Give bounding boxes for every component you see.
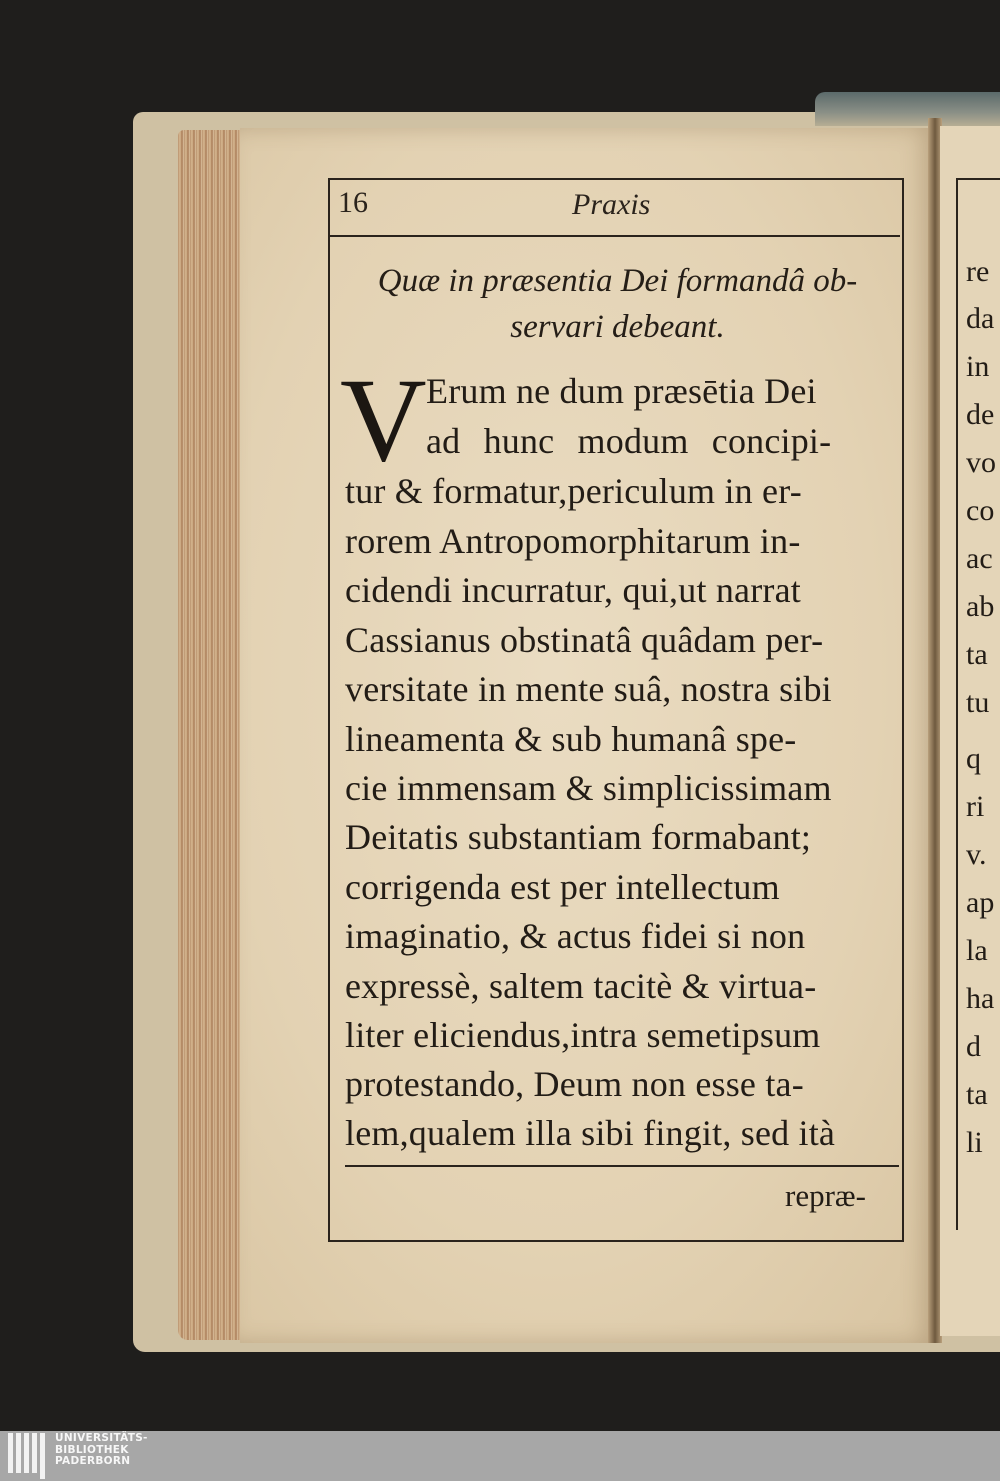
library-logo-icon xyxy=(6,1433,50,1479)
page-number: 16 xyxy=(338,186,368,219)
header-rule xyxy=(330,235,900,237)
facing-fragment: ri xyxy=(966,790,985,823)
facing-fragment: in xyxy=(966,350,990,383)
facing-fragment: q xyxy=(966,742,981,775)
catchword: repræ- xyxy=(785,1178,866,1213)
facing-fragment: ha xyxy=(966,982,995,1015)
text-line: lineamenta & sub humanâ spe- xyxy=(345,719,797,759)
footer-rule xyxy=(345,1165,899,1167)
text-line: expressè, saltem tacitè & virtua- xyxy=(345,966,817,1006)
logo-line: PADERBORN xyxy=(55,1455,131,1467)
spine-binding xyxy=(815,92,1000,126)
facing-fragment: da xyxy=(966,302,995,335)
facing-fragment: v. xyxy=(966,838,987,871)
facing-fragment: ta xyxy=(966,1078,988,1111)
library-logo-text xyxy=(55,1433,148,1468)
facing-fragment: ta xyxy=(966,638,988,671)
text-line: rorem Antropomorphitarum in- xyxy=(345,521,801,561)
text-line: ad hunc modum concipi- xyxy=(426,421,832,461)
facing-fragment: d xyxy=(966,1030,981,1063)
text-line: protestando, Deum non esse ta- xyxy=(345,1064,804,1104)
facing-fragment: tu xyxy=(966,686,990,719)
text-line: corrigenda est per intellectum xyxy=(345,867,780,907)
facing-fragment: la xyxy=(966,934,988,967)
text-line: Erum ne dum præsētia Dei xyxy=(426,371,817,411)
heading-line: servari debeant. xyxy=(510,309,725,345)
facing-fragment: ap xyxy=(966,886,995,919)
facing-fragment: li xyxy=(966,1126,983,1159)
text-line: Cassianus obstinatâ quâdam per- xyxy=(345,620,824,660)
facing-fragment: de xyxy=(966,398,995,431)
text-line: versitate in mente suâ, nostra sibi xyxy=(345,669,832,709)
text-line: liter eliciendus,intra semetipsum xyxy=(345,1015,821,1055)
text-line: lem,qualem illa sibi fingit, sed ità xyxy=(345,1113,836,1153)
text-line: cie immensam & simplicissimam xyxy=(345,768,832,808)
facing-fragment: co xyxy=(966,494,995,527)
page-edges xyxy=(178,130,248,1340)
drop-cap: V xyxy=(340,353,427,486)
text-line: cidendi incurratur, qui,ut narrat xyxy=(345,570,801,610)
text-line: imaginatio, & actus fidei si non xyxy=(345,916,806,956)
section-heading xyxy=(340,258,895,350)
footer-bar xyxy=(0,1431,1000,1481)
text-line: tur & formatur,periculum in er- xyxy=(345,471,802,511)
logo-line: UNIVERSITÄTS- xyxy=(55,1432,148,1444)
facing-fragment: re xyxy=(966,255,990,288)
logo-line: BIBLIOTHEK xyxy=(55,1443,129,1456)
running-head: Praxis xyxy=(572,188,651,221)
facing-fragment: vo xyxy=(966,446,996,479)
facing-fragment: ab xyxy=(966,590,995,623)
text-line: Deitatis substantiam formabant; xyxy=(345,817,812,857)
facing-fragment: ac xyxy=(966,542,993,575)
heading-line: Quæ in præsentia Dei formandâ ob- xyxy=(377,263,858,299)
